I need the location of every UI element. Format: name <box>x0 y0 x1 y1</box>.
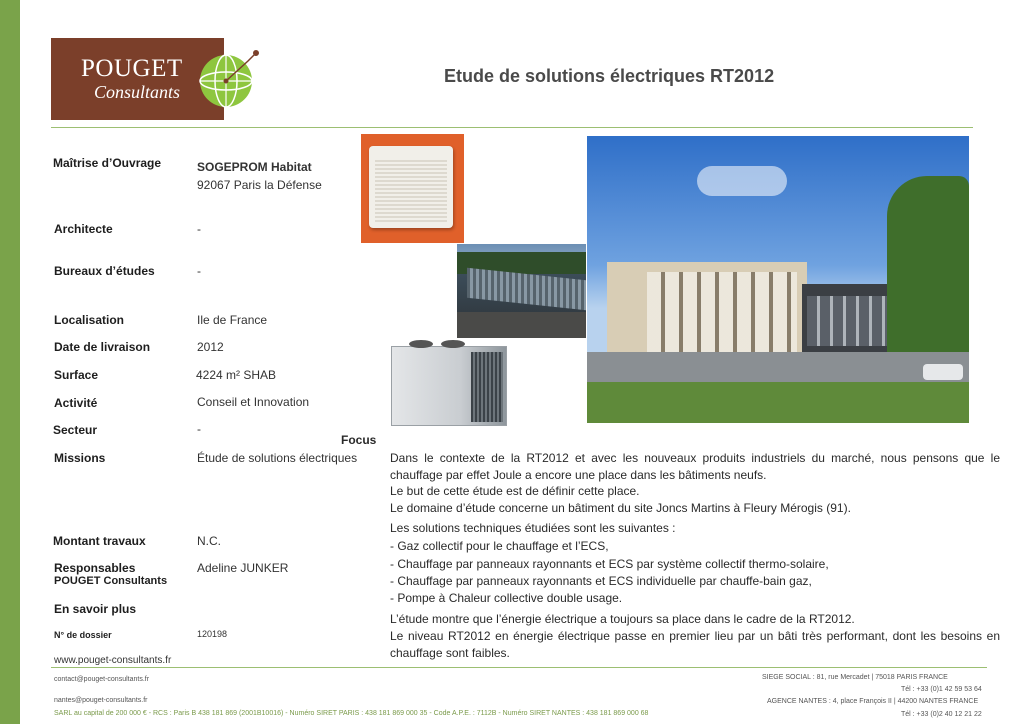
desc-paragraph-1: Dans le contexte de la RT2012 et avec les nouveaux produits industriels du marché, nous pensons que le chauffage par effet Joule a encore une place dans les bâtiments neufs. <box>390 451 1000 482</box>
green-sidebar <box>0 0 20 724</box>
value-architecte: - <box>197 222 201 236</box>
desc-bullet-3: - Chauffage par panneaux rayonnants et ECS individuelle par chauffe-bain gaz, <box>390 574 812 588</box>
value-date: 2012 <box>197 340 224 354</box>
logo-line1: POUGET <box>81 55 183 82</box>
website-link[interactable]: www.pouget-consultants.fr <box>54 655 172 666</box>
radiator-photo <box>361 134 464 243</box>
label-dossier: N° de dossier <box>54 630 112 640</box>
value-maitrise: SOGEPROM Habitat <box>197 160 312 174</box>
label-maitrise: Maîtrise d’Ouvrage <box>53 156 162 170</box>
value-responsables: Adeline JUNKER <box>197 561 289 575</box>
building-render-photo <box>587 136 969 423</box>
page-title: Etude de solutions électriques RT2012 <box>444 66 775 86</box>
desc-paragraph-2: Le but de cette étude est de définir cette place. <box>390 484 640 498</box>
top-divider <box>51 127 973 128</box>
value-dossier: 120198 <box>197 629 228 639</box>
label-date: Date de livraison <box>54 340 151 354</box>
bottom-divider <box>51 667 987 668</box>
value-maitrise-address: 92067 Paris la Défense <box>197 178 322 192</box>
value-localisation: Ile de France <box>197 313 268 327</box>
heat-pump-photo <box>387 338 508 430</box>
focus-heading: Focus <box>341 433 377 447</box>
label-missions: Missions <box>54 451 106 465</box>
logo-line2: Consultants <box>94 82 181 102</box>
label-montant: Montant travaux <box>53 534 146 548</box>
label-localisation: Localisation <box>54 313 125 327</box>
value-bureaux: - <box>197 264 201 278</box>
value-secteur: - <box>197 422 201 436</box>
label-activite: Activité <box>54 396 98 410</box>
value-missions: Étude de solutions électriques <box>197 451 358 465</box>
label-responsables: Responsables <box>54 561 136 575</box>
legal-notice: SARL au capital de 200 000 € - RCS : Paris B 438 181 869 (2001B10016) - Numéro SIRET PARIS : 438 181 869 000 35 - Code A.P.E. : 7112B - Numéro SIRET NANTES : 438 181 869 000 68 <box>54 710 649 717</box>
label-surface: Surface <box>54 368 99 382</box>
desc-bullet-2: - Chauffage par panneaux rayonnants et ECS par système collectif thermo-solaire, <box>390 557 829 571</box>
email-nantes[interactable]: nantes@pouget-consultants.fr <box>54 697 148 704</box>
tel-nantes: Tél : +33 (0)2 40 12 21 22 <box>901 711 982 718</box>
desc-bullet-4: - Pompe à Chaleur collective double usage. <box>390 591 623 605</box>
label-bureaux: Bureaux d’études <box>54 264 155 278</box>
label-responsables-company: POUGET Consultants <box>54 575 168 587</box>
globe-icon <box>196 43 262 113</box>
email-contact[interactable]: contact@pouget-consultants.fr <box>54 676 150 683</box>
solar-panel-photo <box>457 244 586 338</box>
desc-bullet-1: - Gaz collectif pour le chauffage et l’ECS, <box>390 539 609 553</box>
tel-paris: Tél : +33 (0)1 42 59 53 64 <box>901 686 982 693</box>
agence-address: AGENCE NANTES : 4, place François II | 44200 NANTES FRANCE <box>767 698 979 705</box>
desc-paragraph-6: Le niveau RT2012 en énergie électrique passe en premier lieu par un bâti très performant, dont les besoins en chauffage sont faibles. <box>390 629 1000 660</box>
siege-address: SIEGE SOCIAL : 81, rue Mercadet | 75018 PARIS FRANCE <box>762 674 948 681</box>
desc-paragraph-3: Le domaine d’étude concerne un bâtiment du site Joncs Martins à Fleury Mérogis (91). <box>390 501 851 515</box>
desc-paragraph-4: Les solutions techniques étudiées sont les suivantes : <box>390 521 676 535</box>
label-architecte: Architecte <box>54 222 113 236</box>
desc-paragraph-5: L’étude montre que l’énergie électrique a toujours sa place dans le cadre de la RT2012. <box>390 612 855 626</box>
value-surface: 4224 m² SHAB <box>196 368 277 382</box>
value-activite: Conseil et Innovation <box>197 395 310 409</box>
label-secteur: Secteur <box>53 423 98 437</box>
value-montant: N.C. <box>197 534 221 548</box>
label-savoir-plus: En savoir plus <box>54 602 137 616</box>
